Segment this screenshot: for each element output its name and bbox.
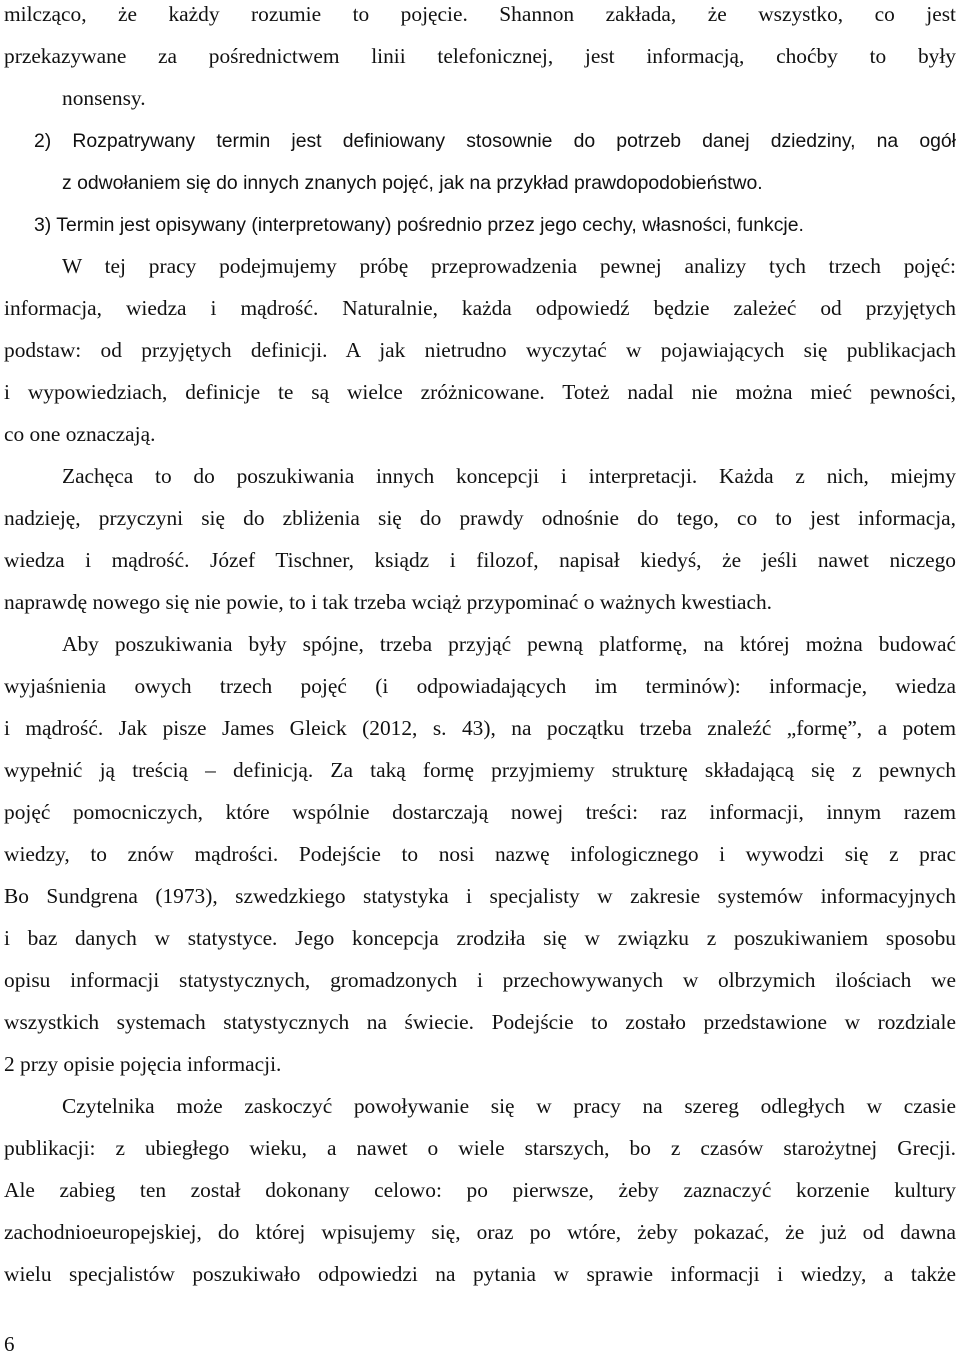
text-line: wielu specjalistów poszukiwało odpowiedzi na pytania w sprawie informacji i wiedzy, a także [4, 1262, 956, 1286]
page-number: 6 [4, 1332, 15, 1356]
text-line: wyjaśnienia owych trzech pojęć (i odpowiadających im terminów): informacje, wiedza [4, 674, 956, 698]
text-line: informacja, wiedza i mądrość. Naturalnie, każda odpowiedź będzie zależeć od przyjętych [4, 296, 956, 320]
text-line: pojęć pomocniczych, które wspólnie dostarczają nowej treści: raz informacji, innym razem [4, 800, 956, 824]
text-line: opisu informacji statystycznych, gromadzonych i przechowywanych w olbrzymich ilościach we [4, 968, 956, 992]
text-line: i mądrość. Jak pisze James Gleick (2012, s. 43), na początku trzeba znaleźć „formę”, a potem [4, 716, 956, 740]
text-line: wszystkich systemach statystycznych na świecie. Podejście to zostało przedstawione w rozdziale [4, 1010, 956, 1034]
text-line: milcząco, że każdy rozumie to pojęcie. Shannon zakłada, że wszystko, co jest [4, 2, 956, 26]
text-line: i wypowiedziach, definicje te są wielce zróżnicowane. Toteż nadal nie można mieć pewności, [4, 380, 956, 404]
paragraph-first-line: W tej pracy podejmujemy próbę przeprowadzenia pewnej analizy tych trzech pojęć: [62, 254, 956, 278]
text-line: co one oznaczają. [4, 422, 156, 446]
text-line: Bo Sundgrena (1973), szwedzkiego statystyka i specjalisty w zakresie systemów informacyjnych [4, 884, 956, 908]
text-line: Ale zabieg ten został dokonany celowo: po pierwsze, żeby zaznaczyć korzenie kultury [4, 1178, 956, 1202]
paragraph-first-line: Zachęca to do poszukiwania innych koncepcji i interpretacji. Każda z nich, miejmy [62, 464, 956, 488]
text-line: wiedzy, to znów mądrości. Podejście to nosi nazwę infologicznego i wywodzi się z prac [4, 842, 956, 866]
text-line: wypełnić ją treścią – definicją. Za taką formę przyjmiemy strukturę składającą się z pewnych [4, 758, 956, 782]
text-line: podstaw: od przyjętych definicji. A jak nietrudno wyczytać w pojawiających się publikacjach [4, 338, 956, 362]
paragraph-first-line: Czytelnika może zaskoczyć powoływanie się w pracy na szereg odległych w czasie [62, 1094, 956, 1118]
text-line: 2 przy opisie pojęcia informacji. [4, 1052, 282, 1076]
text-line: przekazywane za pośrednictwem linii telefonicznej, jest informacją, choćby to były [4, 44, 956, 68]
list-item-2: 2) Rozpatrywany termin jest definiowany stosownie do potrzeb danej dziedziny, na ogół [34, 130, 956, 152]
text-line: z odwołaniem się do innych znanych pojęć, jak na przykład prawdopodobieństwo. [62, 172, 763, 194]
text-line: i baz danych w statystyce. Jego koncepcja zrodziła się w związku z poszukiwaniem sposobu [4, 926, 956, 950]
list-item-3: 3) Termin jest opisywany (interpretowany) pośrednio przez jego cechy, własności, funkcje. [34, 214, 804, 236]
text-line: nonsensy. [62, 86, 146, 110]
text-line: naprawdę nowego się nie powie, to i tak trzeba wciąż przypominać o ważnych kwestiach. [4, 590, 772, 614]
text-line: nadzieję, przyczyni się do zbliżenia się do prawdy odnośnie do tego, co to jest informacja, [4, 506, 956, 530]
text-line: wiedza i mądrość. Józef Tischner, ksiądz i filozof, napisał kiedyś, że jeśli nawet niczego [4, 548, 956, 572]
text-line: zachodnioeuropejskiej, do której wpisujemy się, oraz po wtóre, żeby pokazać, że już od dawna [4, 1220, 956, 1244]
paragraph-first-line: Aby poszukiwania były spójne, trzeba przyjąć pewną platformę, na której można budować [62, 632, 956, 656]
text-line: publikacji: z ubiegłego wieku, a nawet o wiele starszych, bo z czasów starożytnej Grecji. [4, 1136, 956, 1160]
